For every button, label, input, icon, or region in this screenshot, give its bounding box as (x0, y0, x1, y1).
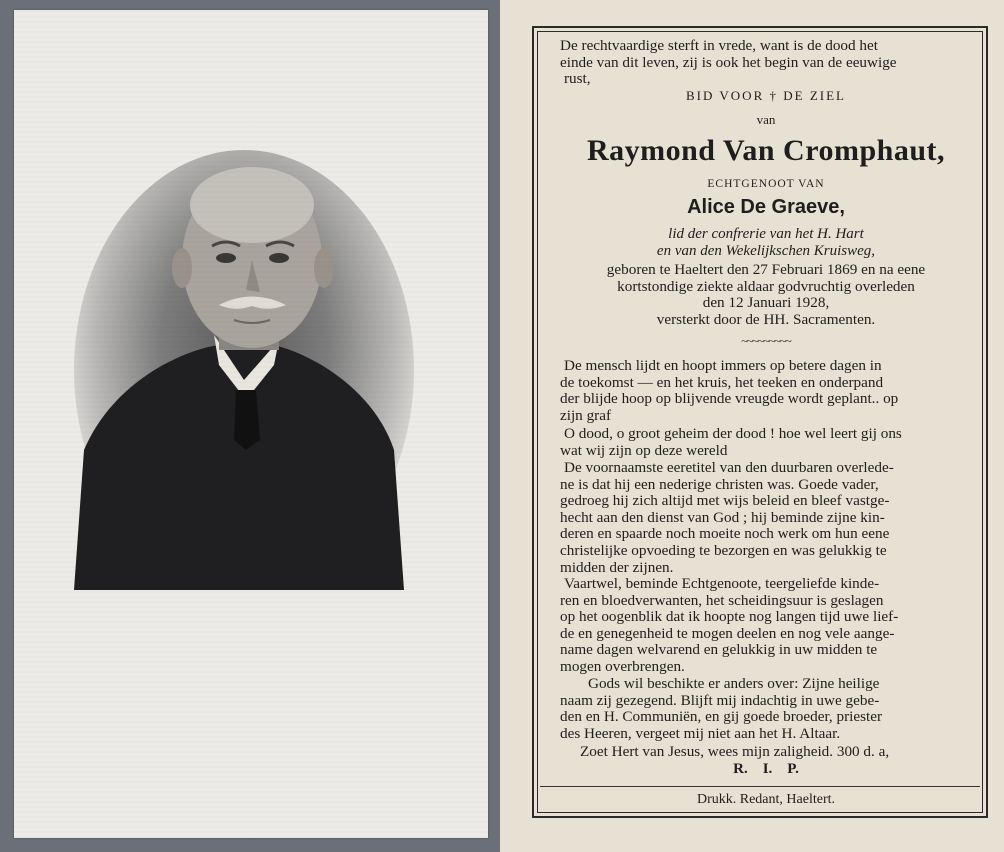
intro-line: rust, (564, 70, 591, 88)
text-line: midden der zijnen. (560, 558, 674, 576)
text-line: den en H. Communiën, en gij goede broeder, priester (560, 708, 883, 726)
paragraph-2 (560, 426, 972, 459)
text-line: gedroeg hij zich altijd met wijs beleid en bleef vastge- (560, 492, 890, 510)
text-line: op het oogenblik dat ik hoopte nog langen tijd uwe lief- (560, 608, 899, 626)
text-line: O dood, o groot geheim der dood ! hoe wel leert gij ons (564, 425, 902, 442)
spouse-label: ECHTGENOOT VAN (707, 178, 825, 190)
intro-text (560, 38, 972, 88)
portrait-photo (74, 150, 414, 590)
van-label: van (756, 112, 776, 127)
ornament-divider: ~~~~~~~~~ (741, 334, 791, 348)
text-line: ren en bloedverwanten, het scheidingsuur is geslagen (560, 591, 884, 609)
birth-line: geboren te Haeltert den 27 Februari 1869 en na eene (606, 261, 926, 278)
birth-line: den 12 Januari 1928, (702, 294, 830, 312)
birth-line: versterkt door de HH. Sacramenten. (656, 310, 876, 328)
deceased-name: Raymond Van Cromphaut, (586, 134, 946, 167)
text-line: der blijde hoop op blijvende vreugde wordt geplant.. op (560, 390, 899, 408)
birth-line: kortstondige ziekte aldaar godvruchtig overleden (617, 277, 915, 295)
printer-credit: Drukk. Redant, Haeltert. (696, 792, 835, 807)
text-line: de en genegenheid te mogen deelen en nog vele aange- (560, 624, 895, 642)
birth-death-text (550, 262, 982, 328)
text-line: hecht aan den dienst van God ; hij beminde zijne kin- (560, 508, 885, 526)
paragraph-3 (560, 460, 972, 576)
prayer-heading: BID VOOR † DE ZIEL (686, 88, 846, 103)
memorial-text-card (500, 0, 1004, 852)
confrerie-line: en van den Wekelijkschen Kruisweg, (656, 243, 876, 259)
paragraph-5 (560, 676, 972, 742)
text-line: wat wij zijn op deze wereld (560, 441, 728, 459)
closing-line: Zoet Hert van Jesus, wees mijn zaligheid. 300 d. a, (580, 743, 890, 760)
text-line: Gods wil beschikte er anders over: Zijne heilige (588, 675, 880, 692)
portrait-figure (74, 150, 414, 590)
intro-line: einde van dit leven, zij is ook het begin van de eeuwige (560, 53, 897, 71)
spouse-name: Alice De Graeve, (687, 196, 845, 218)
text-line: mogen overbrengen. (560, 657, 685, 675)
text-line: christelijke opvoeding te bezorgen en was gelukkig te (560, 541, 887, 559)
text-line: name dagen welvarend en gelukkig in uw midden te (560, 641, 878, 659)
confrerie-line: lid der confrerie van het H. Hart (668, 226, 864, 242)
text-line: ne is dat hij een nederige christen was. Goede vader, (560, 475, 879, 493)
text-line: deren en spaarde noch moeite noch werk om hun eene (560, 525, 890, 543)
text-line: naam zij gezegend. Blijft mij indachtig in uwe gebe- (560, 691, 880, 709)
text-line: zijn graf (560, 406, 612, 424)
paragraph-1 (560, 358, 972, 424)
rip-text: R. I. P. (733, 761, 799, 777)
text-line: Vaartwel, beminde Echtgenoote, teergeliefde kinde- (564, 575, 880, 592)
text-line: De voornaamste eeretitel van den duurbaren overlede- (564, 459, 894, 476)
text-line: de toekomst — en het kruis, het teeken en onderpand (560, 373, 884, 391)
intro-line: De rechtvaardige sterft in vrede, want is de dood het (560, 37, 878, 54)
divider-line (540, 786, 980, 787)
text-line: De mensch lijdt en hoopt immers op betere dagen in (564, 357, 882, 374)
paragraph-4 (560, 576, 972, 676)
portrait-card (14, 10, 488, 838)
text-line: des Heeren, vergeet mij niet aan het H. Altaar. (560, 724, 841, 742)
